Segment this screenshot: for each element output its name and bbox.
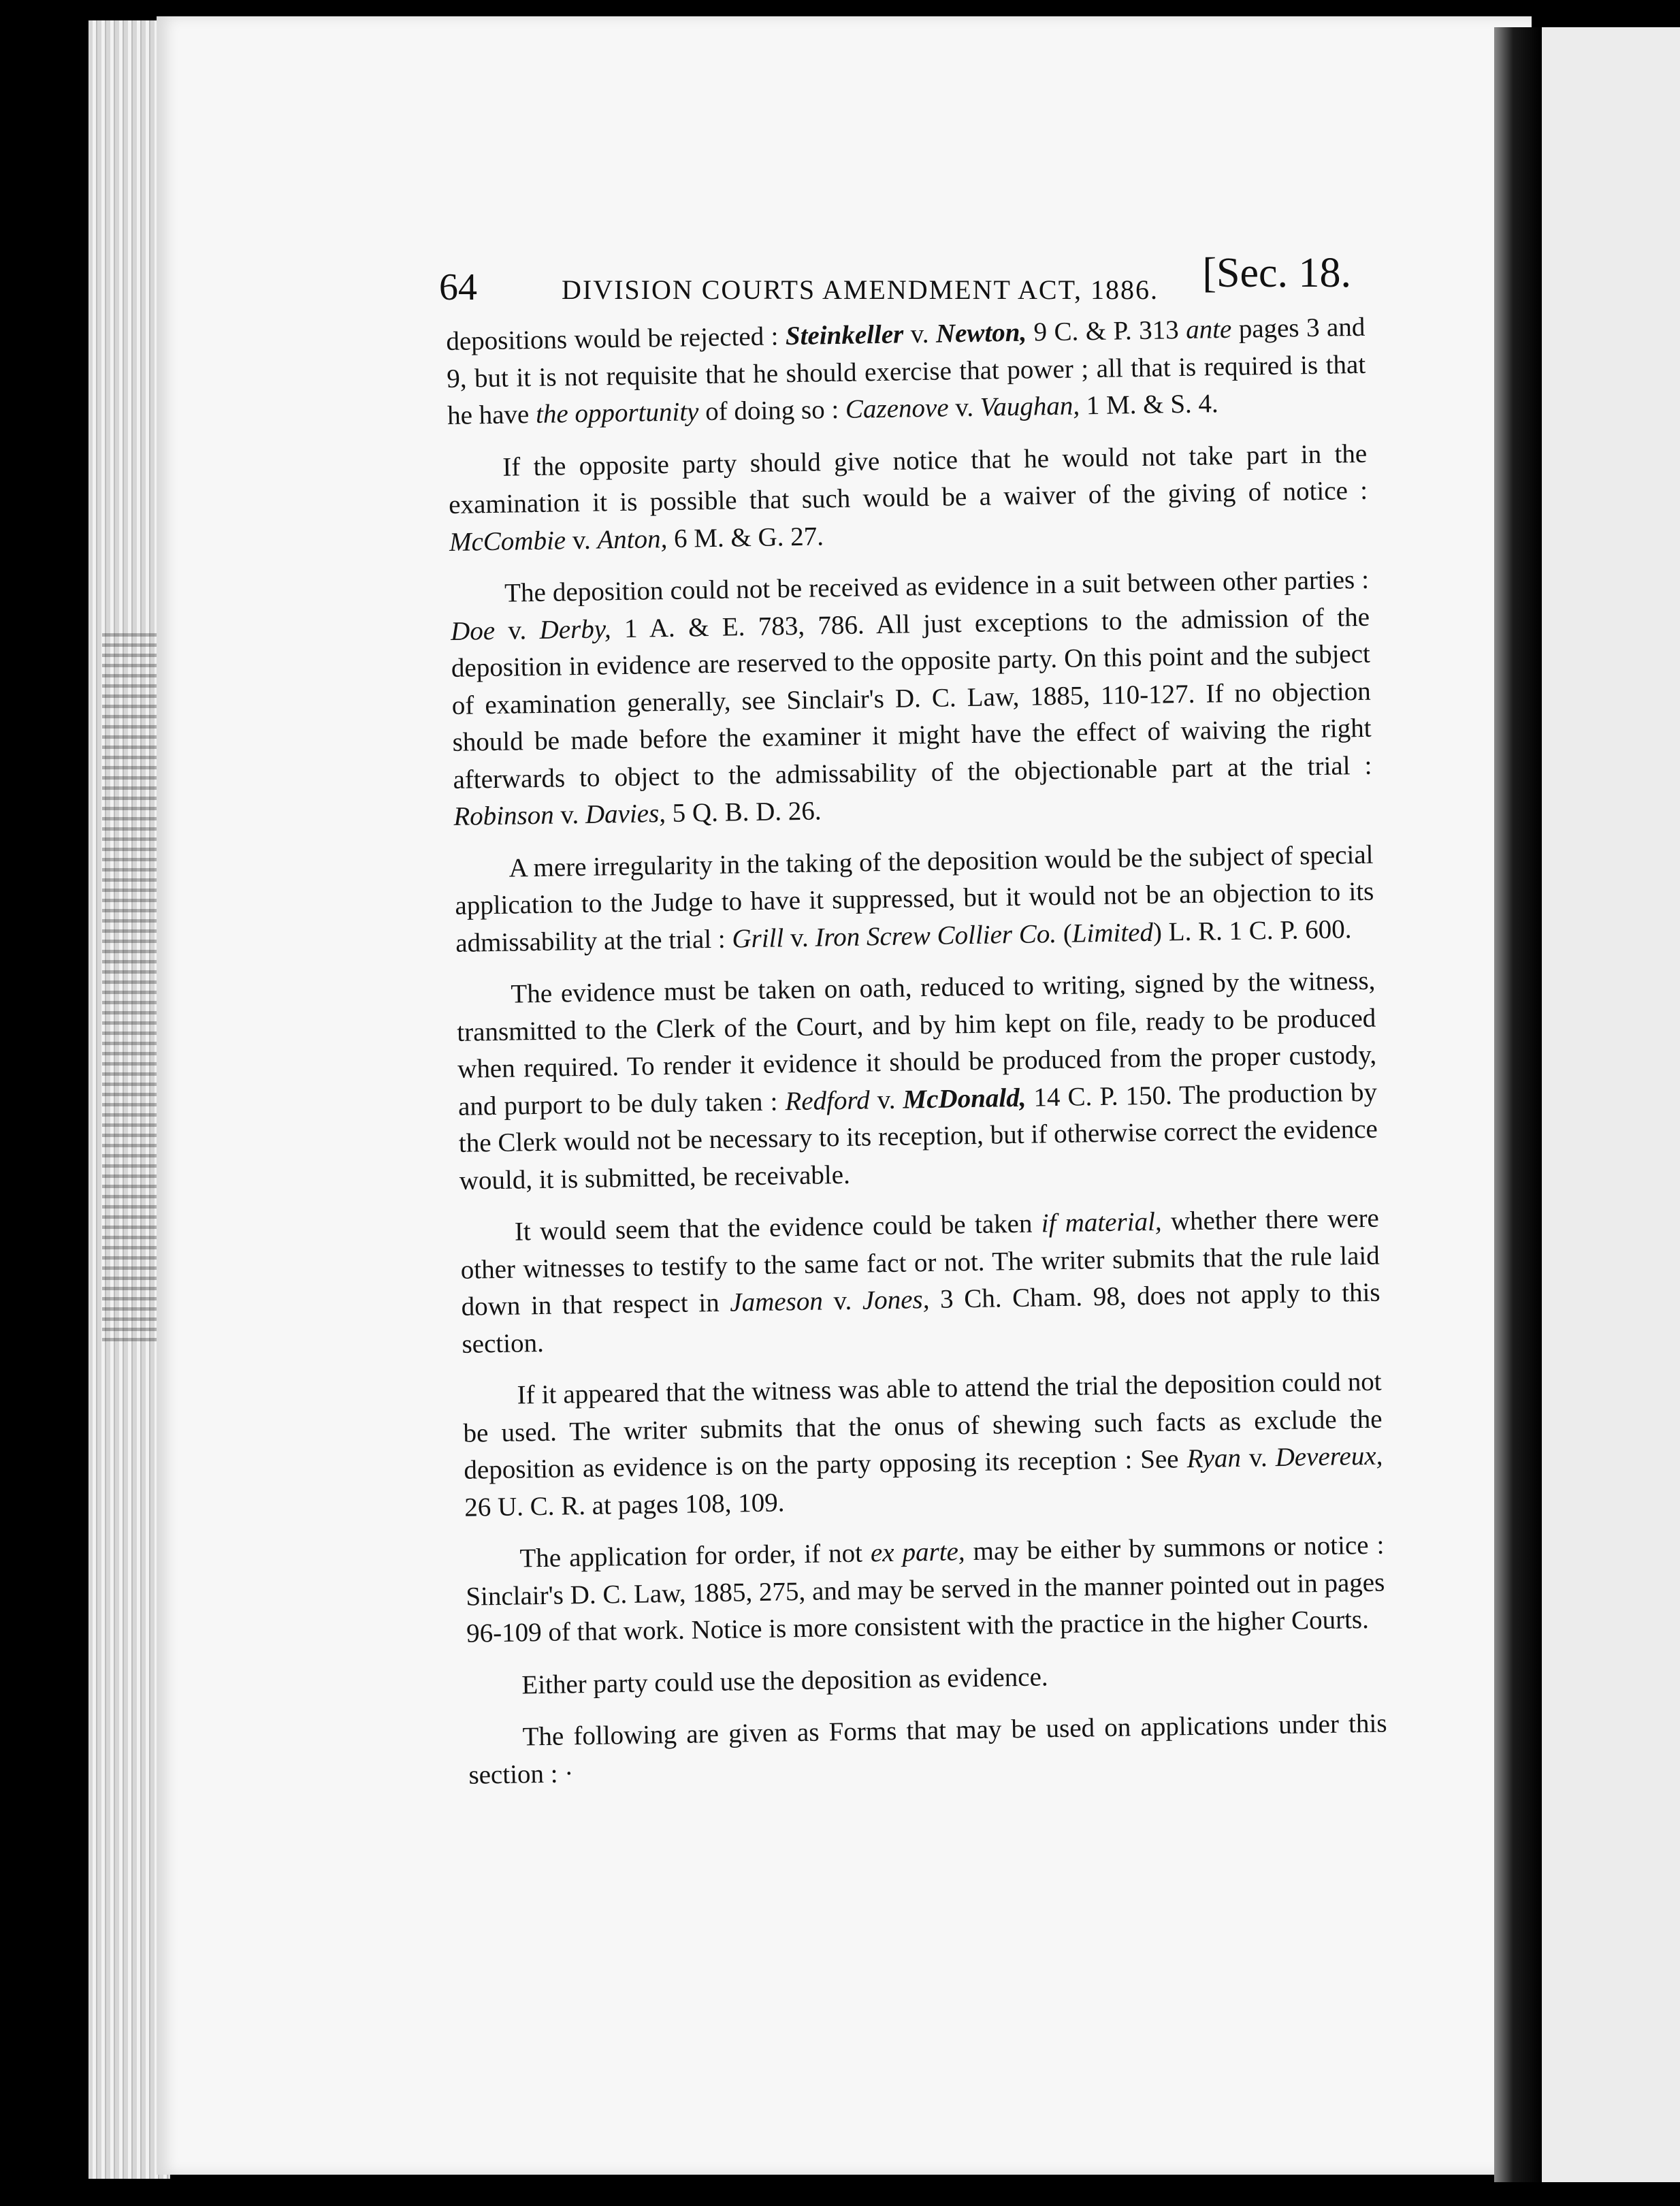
text-run: v. — [565, 525, 598, 555]
case-name: Iron Screw Collier Co. — [815, 918, 1057, 953]
case-name: Jones, — [862, 1285, 930, 1315]
case-name: ex parte, — [870, 1537, 965, 1568]
text-run: whether there were other witnesses to testify to the same fact or not. The writer submits that the rule laid down in that respect in — [460, 1203, 1380, 1322]
case-name: Grill — [732, 923, 784, 954]
text-run: of doing so : — [698, 394, 846, 427]
case-name: McDonald, — [903, 1083, 1027, 1115]
case-name: Cazenove — [845, 393, 949, 424]
body-text — [446, 309, 1388, 1794]
page-number: 64 — [439, 266, 477, 308]
text-run: 5 Q. B. D. 26. — [665, 796, 822, 829]
case-name: ante — [1185, 314, 1232, 345]
case-name: Devereux, — [1275, 1441, 1383, 1473]
case-name: Doe — [450, 616, 496, 646]
paragraph — [454, 836, 1374, 962]
paragraph — [465, 1527, 1385, 1653]
text-run: It would seem that the evidence could be taken — [514, 1209, 1042, 1247]
text-run: v. — [783, 923, 815, 953]
case-name: Vaughan, — [980, 391, 1080, 422]
case-name: if material, — [1041, 1206, 1162, 1238]
text-run: pages 3 and 9, but it is not requisite that he should exercise that power ; all that is required is that he have — [446, 312, 1366, 430]
paragraph — [467, 1653, 1387, 1705]
text-run: If it appeared that the witness was able to attend the trial the deposition could not be used. The writer submits that the onus of shewing such facts as exclude the deposition as evidence is on the party opposing its reception : See — [463, 1366, 1383, 1485]
text-run: Either party could use the deposition as evidence. — [521, 1661, 1048, 1699]
text-run: ( — [1056, 918, 1073, 948]
text-run: v. — [948, 392, 981, 423]
text-run: 1 A. & E. 783, 786. All just exceptions to the admission of the deposition in evidence are reserved to the opposite party. On this point and the subject of examination generally, see Sinclair's D. C. Law, 1885, 110-127. If no objection should be made before the examiner it might have the effect of waiving the right afterwards to object to the admissability of the objectionable part at the trial : — [451, 602, 1372, 795]
paragraph — [456, 963, 1378, 1200]
page-header — [439, 245, 1351, 313]
text-run: If the opposite party should give notice that he would not take part in the examination it is possible that such would be a waiver of the giving of notice : — [448, 438, 1368, 519]
text-run: v. — [869, 1085, 903, 1115]
case-name: the opportunity — [535, 397, 699, 429]
text-run: The application for order, if not — [519, 1538, 871, 1573]
paragraph — [446, 309, 1366, 435]
text-run: v. — [903, 319, 937, 349]
text-run: A mere irregularity in the taking of the deposition would be the subject of special application to the Judge to have it suppressed, but it would not be an objection to its admissability at the trial : — [455, 840, 1374, 958]
text-run: 9 C. & P. 313 — [1026, 315, 1186, 347]
case-name: Newton, — [935, 317, 1027, 349]
facing-page-strip — [1532, 27, 1680, 2182]
running-head: DIVISION COURTS AMENDMENT ACT, 1886. — [562, 274, 1159, 305]
text-run: 1 M. & S. 4. — [1079, 389, 1219, 421]
text-run: may be either by summons or notice : Sinclair's D. C. Law, 1885, 275, and may be served in the manner pointed out in pages 96-109 of that work. Notice is more consistent with the practice in the higher Courts. — [466, 1530, 1385, 1648]
case-name: Ryan — [1186, 1443, 1242, 1474]
text-run: The deposition could not be received as evidence in a suit between other parties : — [504, 564, 1370, 608]
binding-gutter-shadow — [1494, 27, 1542, 2182]
case-name: Davies, — [585, 799, 666, 829]
text-run: v. — [494, 615, 540, 645]
case-name: Steinkeller — [785, 319, 904, 351]
case-name: Limited — [1071, 917, 1154, 948]
paragraph — [450, 562, 1373, 836]
text-run: The evidence must be taken on oath, reduced to writing, signed by the witness, transmitted to the Clerk of the Court, and by him kept on file, ready to be produced when required. To render it evidence it should be produced from the proper custody, and purport to be duly taken : — [457, 965, 1377, 1121]
text-run: 6 M. & G. 27. — [666, 521, 824, 554]
paragraph — [462, 1364, 1383, 1526]
text-run: 26 U. C. R. at pages 108, 109. — [464, 1487, 785, 1522]
text-run: The following are given as Forms that may be used on applications under this section : · — [468, 1708, 1387, 1790]
text-run: 3 Ch. Cham. 98, does not apply to this section. — [462, 1277, 1380, 1359]
text-run: 14 C. P. 150. The production by the Clerk would not be necessary to its reception, but if otherwise correct the evidence would, it is submitted, be receivable. — [458, 1077, 1378, 1196]
case-name: McCombie — [449, 525, 566, 557]
text-run: v. — [553, 799, 586, 830]
paragraph — [468, 1706, 1388, 1794]
text-run: v. — [822, 1285, 863, 1316]
case-name: Redford — [785, 1085, 870, 1116]
case-name: Robinson — [453, 800, 555, 831]
text-run: ) L. R. 1 C. P. 600. — [1152, 914, 1352, 947]
case-name: Derby, — [539, 613, 611, 645]
section-reference: [Sec. 18. — [1202, 250, 1351, 296]
case-name: Jameson — [729, 1286, 824, 1317]
case-name: Anton, — [597, 524, 668, 555]
text-run: v. — [1240, 1443, 1276, 1473]
paragraph — [448, 435, 1368, 561]
text-run: depositions would be rejected : — [446, 321, 786, 356]
paragraph — [460, 1200, 1381, 1363]
